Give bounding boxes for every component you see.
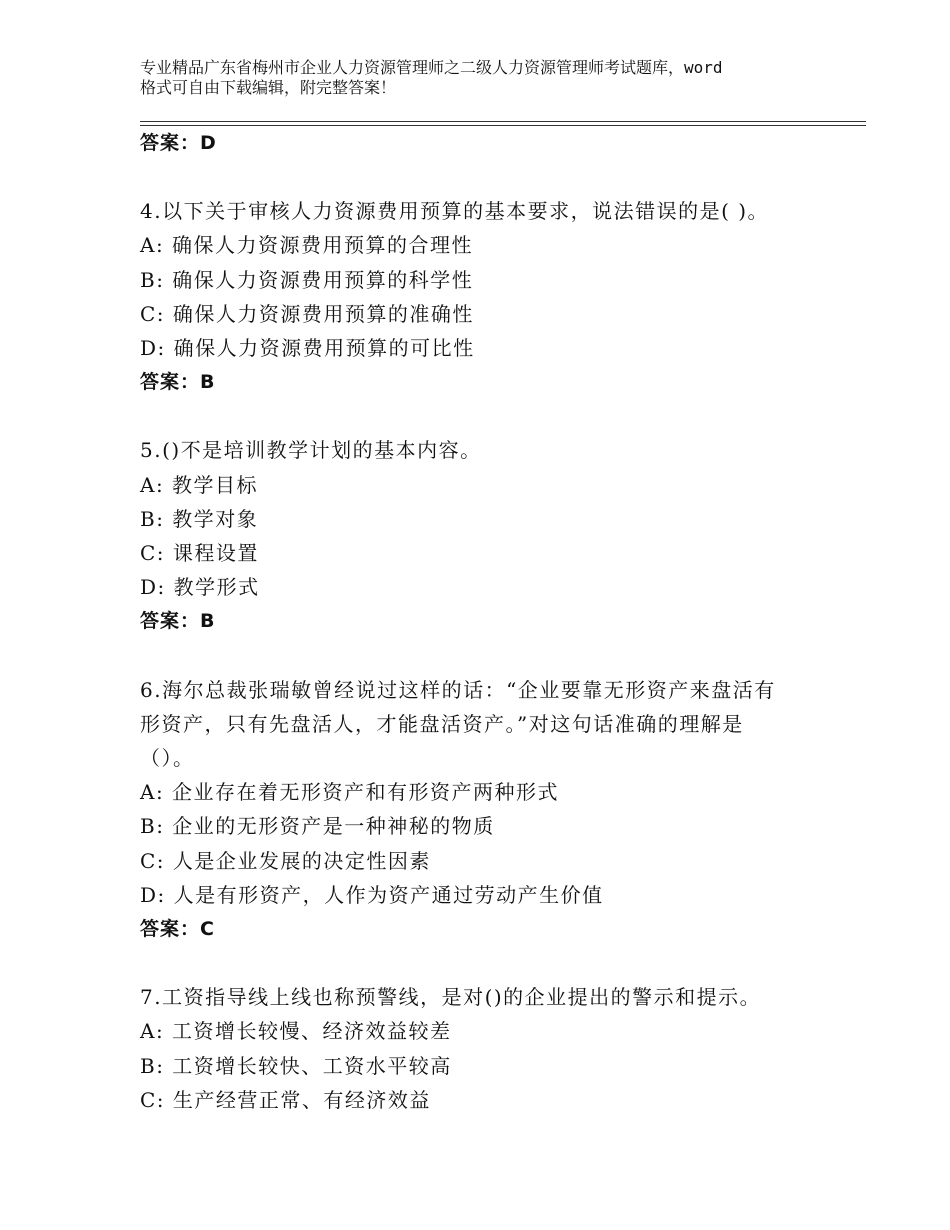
- question-4-text: 4.以下关于审核人力资源费用预算的基本要求，说法错误的是( )。: [140, 199, 770, 224]
- question-6-option-d: D: 人是有形资产，人作为资产通过劳动产生价值: [140, 882, 604, 907]
- previous-answer: 答案：D: [140, 132, 217, 154]
- question-5-option-d: D: 教学形式: [140, 575, 260, 600]
- question-4-option-d: D: 确保人力资源费用预算的可比性: [140, 336, 475, 361]
- question-6-option-c: C: 人是企业发展的决定性因素: [140, 848, 431, 873]
- question-6-text-line-1: 6.海尔总裁张瑞敏曾经说过这样的话：“企业要靠无形资产来盘活有: [140, 677, 776, 702]
- question-5: [140, 433, 866, 638]
- question-4: [140, 194, 866, 399]
- question-7-option-a: A: 工资增长较慢、经济效益较差: [140, 1019, 452, 1044]
- question-7: [140, 980, 866, 1117]
- question-4-option-a: A: 确保人力资源费用预算的合理性: [140, 233, 474, 258]
- question-5-option-b: B: 教学对象: [140, 506, 259, 531]
- question-5-text: 5.()不是培训教学计划的基本内容。: [140, 438, 482, 463]
- question-4-option-b: B: 确保人力资源费用预算的科学性: [140, 267, 474, 292]
- question-7-option-c: C: 生产经营正常、有经济效益: [140, 1087, 431, 1112]
- question-list: [140, 126, 866, 1117]
- document-header: [140, 58, 860, 98]
- question-5-option-a: A: 教学目标: [140, 472, 259, 497]
- question-6-option-b: B: 企业的无形资产是一种神秘的物质: [140, 814, 495, 839]
- header-divider-top: [140, 121, 866, 122]
- question-5-option-c: C: 课程设置: [140, 541, 259, 566]
- question-6-answer: 答案：C: [140, 918, 215, 941]
- question-6-text-line-2: 形资产，只有先盘活人，才能盘活资产。”对这句话准确的理解是: [140, 711, 744, 736]
- question-4-option-c: C: 确保人力资源费用预算的准确性: [140, 301, 474, 326]
- question-6-text-line-3: （）。: [140, 746, 195, 771]
- question-6-option-a: A: 企业存在着无形资产和有形资产两种形式: [140, 780, 560, 805]
- question-6: [140, 673, 866, 947]
- header-title-line-2: 格式可自由下载编辑，附完整答案！: [140, 78, 397, 97]
- spacer: [140, 639, 866, 673]
- spacer: [140, 399, 866, 433]
- spacer: [140, 946, 866, 980]
- spacer: [140, 160, 866, 194]
- question-5-answer: 答案：B: [140, 610, 216, 633]
- question-7-text: 7.工资指导线上线也称预警线，是对()的企业提出的警示和提示。: [140, 985, 762, 1010]
- header-title-line-1: 专业精品广东省梅州市企业人力资源管理师之二级人力资源管理师考试题库，word: [140, 58, 723, 77]
- question-4-answer: 答案：B: [140, 371, 216, 394]
- question-7-option-b: B: 工资增长较快、工资水平较高: [140, 1053, 452, 1078]
